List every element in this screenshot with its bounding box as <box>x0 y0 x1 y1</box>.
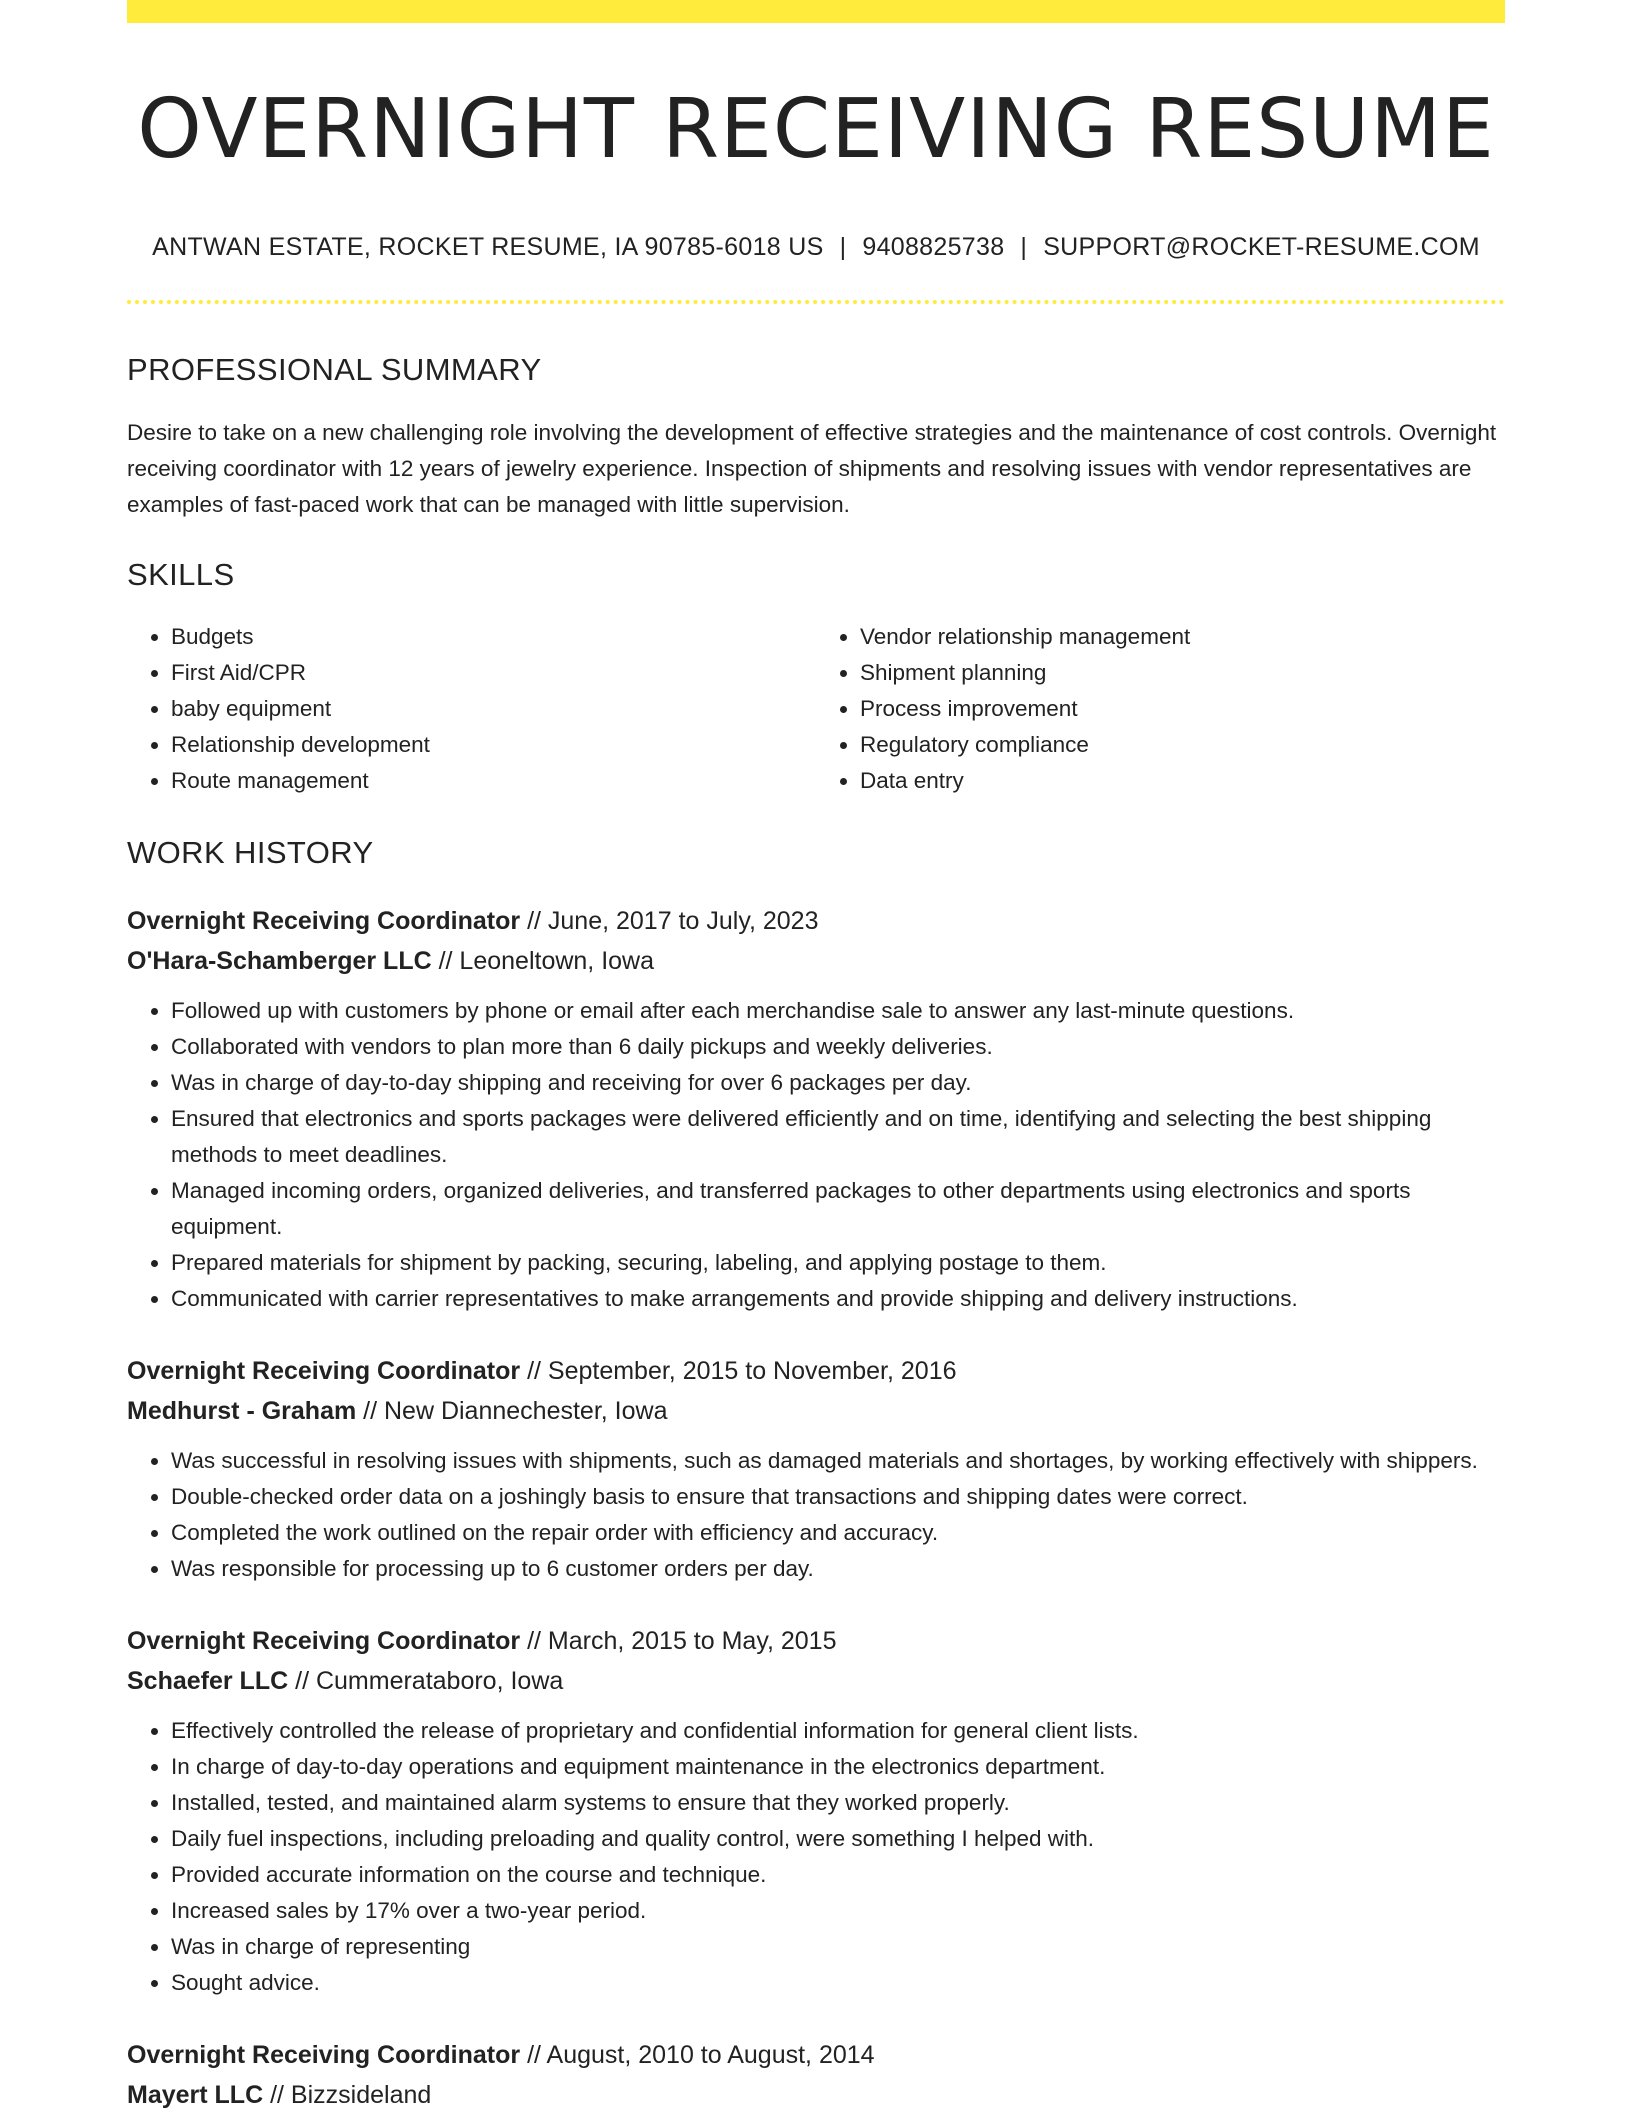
job-bullets <box>127 1713 1505 2001</box>
job-dates: // August, 2010 to August, 2014 <box>527 2041 875 2070</box>
skills-list <box>127 619 1505 799</box>
contact-email: SUPPORT@ROCKET-RESUME.COM <box>1043 233 1480 262</box>
job-bullet: • Was in charge of day-to-day shipping and receiving for over 6 packages per day. <box>171 1065 1505 1101</box>
job-location: // Bizzsideland <box>270 2081 432 2110</box>
job-bullets <box>127 993 1505 1317</box>
job-bullet: • Installed, tested, and maintained alarm systems to ensure that they worked properly. <box>171 1785 1505 1821</box>
job-location: // New Diannechester, Iowa <box>363 1397 668 1426</box>
job-company-line <box>127 941 1505 981</box>
job-bullet: • Sought advice. <box>171 1965 1505 2001</box>
job-entry <box>127 901 1505 1317</box>
job-bullet: • Was in charge of representing <box>171 1929 1505 1965</box>
job-dates: // June, 2017 to July, 2023 <box>527 907 819 936</box>
job-entry <box>127 1621 1505 2001</box>
skill-item: • Shipment planning <box>860 655 1505 691</box>
job-entry <box>127 1351 1505 1587</box>
skill-item: • baby equipment <box>171 691 816 727</box>
skill-item: • First Aid/CPR <box>171 655 816 691</box>
job-bullet: • Followed up with customers by phone or email after each merchandise sale to answer any last-minute questions. <box>171 993 1505 1029</box>
skill-item: • Route management <box>171 763 816 799</box>
contact-phone: 9408825738 <box>862 233 1005 262</box>
job-location: // Leoneltown, Iowa <box>438 947 655 976</box>
job-company-line <box>127 2075 1505 2115</box>
job-title-line <box>127 2035 1505 2075</box>
job-bullet: • Ensured that electronics and sports packages were delivered efficiently and on time, identifying and selecting the best shipping methods to meet deadlines. <box>171 1101 1505 1173</box>
skill-item: • Data entry <box>860 763 1505 799</box>
contact-separator: | <box>839 233 847 262</box>
contact-separator: | <box>1020 233 1028 262</box>
skill-item: • Vendor relationship management <box>860 619 1505 655</box>
job-company: O'Hara-Schamberger LLC <box>127 947 432 976</box>
job-bullets <box>127 1443 1505 1587</box>
skill-item: • Regulatory compliance <box>860 727 1505 763</box>
job-title-line <box>127 1351 1505 1391</box>
work-heading: WORK HISTORY <box>127 835 374 871</box>
contact-address: ANTWAN ESTATE, ROCKET RESUME, IA 90785-6018 US <box>152 233 824 262</box>
job-company-line <box>127 1661 1505 1701</box>
contact-line <box>127 233 1505 262</box>
job-title-line <box>127 1621 1505 1661</box>
accent-top-bar <box>127 0 1505 23</box>
skill-item: • Process improvement <box>860 691 1505 727</box>
skill-item: • Relationship development <box>171 727 816 763</box>
resume-page <box>127 0 1505 2115</box>
skill-item: • Budgets <box>171 619 816 655</box>
job-bullet: • Managed incoming orders, organized deliveries, and transferred packages to other departments using electronics and sports equipment. <box>171 1173 1505 1245</box>
work-history-list <box>127 901 1505 2115</box>
summary-heading: PROFESSIONAL SUMMARY <box>127 352 542 388</box>
job-bullet: • Daily fuel inspections, including preloading and quality control, were something I helped with. <box>171 1821 1505 1857</box>
job-company: Mayert LLC <box>127 2081 264 2110</box>
job-bullet: • Effectively controlled the release of proprietary and confidential information for general client lists. <box>171 1713 1505 1749</box>
job-bullet: • Was successful in resolving issues with shipments, such as damaged materials and shortages, by working effectively with shippers. <box>171 1443 1505 1479</box>
resume-title: OVERNIGHT RECEIVING RESUME <box>137 82 1495 177</box>
job-bullet: • Provided accurate information on the course and technique. <box>171 1857 1505 1893</box>
job-bullet: • Completed the work outlined on the repair order with efficiency and accuracy. <box>171 1515 1505 1551</box>
job-bullet: • Prepared materials for shipment by packing, securing, labeling, and applying postage to them. <box>171 1245 1505 1281</box>
job-bullet: • Was responsible for processing up to 6 customer orders per day. <box>171 1551 1505 1587</box>
job-bullet: • Communicated with carrier representatives to make arrangements and provide shipping and delivery instructions. <box>171 1281 1505 1317</box>
job-bullet: • Collaborated with vendors to plan more than 6 daily pickups and weekly deliveries. <box>171 1029 1505 1065</box>
job-bullet: • In charge of day-to-day operations and equipment maintenance in the electronics department. <box>171 1749 1505 1785</box>
job-bullet: • Double-checked order data on a joshingly basis to ensure that transactions and shipping dates were correct. <box>171 1479 1505 1515</box>
job-location: // Cummerataboro, Iowa <box>295 1667 564 1696</box>
job-entry <box>127 2035 1505 2115</box>
job-title: Overnight Receiving Coordinator <box>127 907 521 936</box>
job-title: Overnight Receiving Coordinator <box>127 1357 521 1386</box>
job-company: Schaefer LLC <box>127 1667 289 1696</box>
job-dates: // September, 2015 to November, 2016 <box>527 1357 957 1386</box>
skills-column-left <box>127 619 816 799</box>
summary-text: Desire to take on a new challenging role involving the development of effective strategies and the maintenance of cost controls. Overnight receiving coordinator with 12 years of jewelry experience. Inspection of shipments and resolving issues with vendor representatives are examples of fast-paced work that can be managed with little supervision. <box>127 420 1497 518</box>
job-bullet: • Increased sales by 17% over a two-year period. <box>171 1893 1505 1929</box>
job-title-line <box>127 901 1505 941</box>
dotted-divider <box>127 300 1505 304</box>
job-dates: // March, 2015 to May, 2015 <box>527 1627 837 1656</box>
skills-column-right <box>816 619 1505 799</box>
job-company: Medhurst - Graham <box>127 1397 357 1426</box>
job-company-line <box>127 1391 1505 1431</box>
skills-heading: SKILLS <box>127 557 235 593</box>
job-title: Overnight Receiving Coordinator <box>127 1627 521 1656</box>
job-title: Overnight Receiving Coordinator <box>127 2041 521 2070</box>
